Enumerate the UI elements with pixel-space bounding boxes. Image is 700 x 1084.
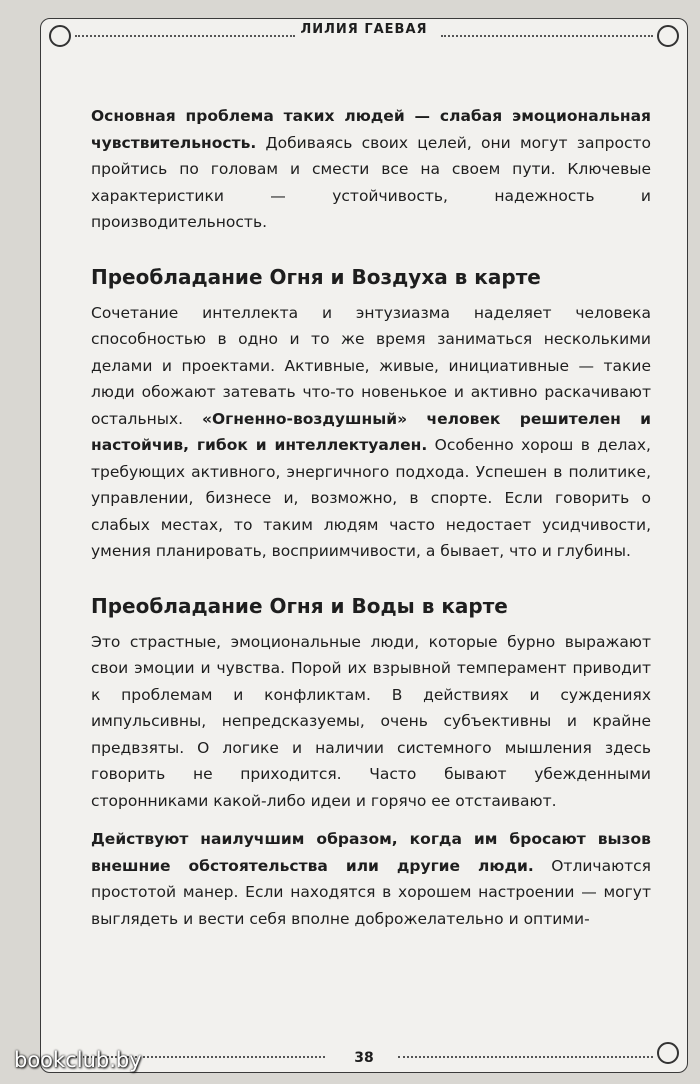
paragraph-fire-water-bold: Действуют наилучшим образом, когда им бросают вызов внешние обстоятельства или другие люди. bbox=[91, 830, 651, 875]
paragraph-fire-air bbox=[91, 300, 651, 565]
paragraph-intro bbox=[91, 103, 651, 236]
paragraph-intro-text: Добиваясь своих целей, они могут запросто пройтись по головам и смести все на своем пути. Ключевые характеристики — устойчивость, надежность и производительность. bbox=[91, 133, 651, 231]
paragraph-fire-air-bold: «Огненно-воздушный» человек решителен и настойчив, гибок и интеллектуален. bbox=[91, 409, 651, 454]
paragraph-fire-water-1: Это страстные, эмоциональные люди, которые бурно выражают свои эмоции и чувства. Порой их взрывной темперамент приводит к проблемам и конфликтам. В действиях и суждениях импульсивны, непредсказуемы, очень субъективны и крайне предвзяты. О логике и наличии системного мышления здесь говорить не приходится. Часто бывают убежденными сторонниками какой-либо идеи и горячо ее отстаивают. bbox=[91, 632, 651, 810]
running-header: ЛИЛИЯ ГАЕВАЯ bbox=[300, 22, 428, 37]
paragraph-fire-water-text-b: Отличаются простотой манер. Если находятся в хорошем настроении — могут выглядеть и вести себя вполне доброжелательно и оптими- bbox=[91, 856, 652, 928]
page-number: 38 bbox=[354, 1050, 374, 1066]
page-body bbox=[91, 103, 651, 944]
book-page bbox=[40, 18, 688, 1073]
paragraph-fire-water-2 bbox=[91, 826, 651, 932]
paragraph-fire-air-text-b: Особенно хорош в делах, требующих активного, энергичного подхода. Успешен в политике, управлении, бизнесе и, возможно, в спорте. Если говорить о слабых местах, то таким людям часто недостает усидчивости, умения планировать, восприимчивости, а бывает, что и глубины. bbox=[91, 436, 651, 560]
heading-fire-water: Преобладание Огня и Воды в карте bbox=[91, 593, 508, 618]
paragraph-intro-bold: Основная проблема таких людей — слабая эмоциональная чувствительность. bbox=[91, 107, 651, 152]
heading-fire-air: Преобладание Огня и Воздуха в карте bbox=[91, 264, 541, 289]
paragraph-fire-air-text-a: Сочетание интеллекта и энтузиазма наделяет человека способностью в одно и то же время заниматься несколькими делами и проектами. Активные, живые, инициативные — такие люди обожают затевать что-то новенькое и активно раскачивают остальных. bbox=[91, 303, 651, 428]
watermark: bookclub.by bbox=[14, 1048, 142, 1072]
